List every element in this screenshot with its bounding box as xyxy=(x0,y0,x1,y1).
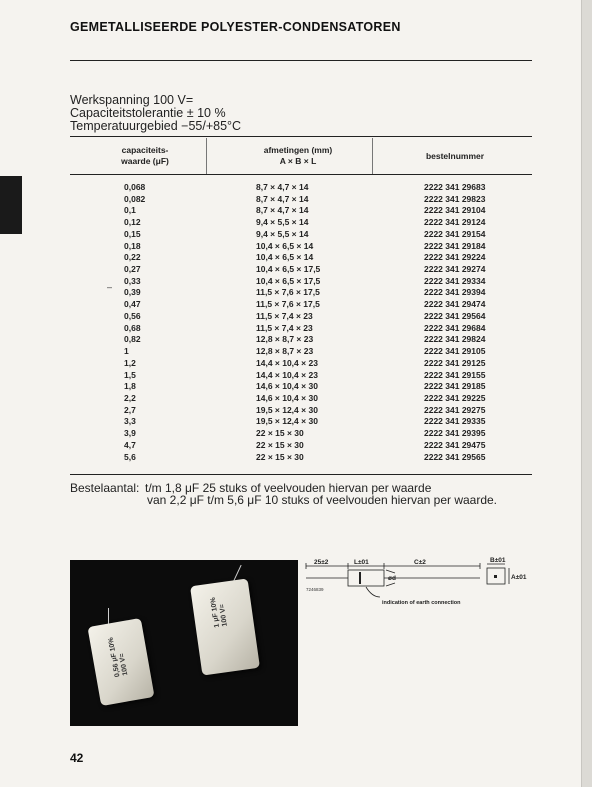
header-divider xyxy=(372,138,373,174)
table-cell-nr: 2222 341 29105 xyxy=(424,346,486,357)
table-cell-nr: 2222 341 29274 xyxy=(424,264,486,275)
table-cell-nr: 2222 341 29564 xyxy=(424,310,486,321)
table-cell-nr: 2222 341 29185 xyxy=(424,381,486,392)
table-cell-nr: 2222 341 29225 xyxy=(424,392,486,403)
table-cell-nr: 2222 341 29154 xyxy=(424,228,486,239)
table-cell-cap: 0,15 xyxy=(124,228,141,239)
table-cell-nr: 2222 341 29394 xyxy=(424,287,486,298)
table-cell-cap: 2,2 xyxy=(124,392,136,403)
order-label: Bestelaantal: xyxy=(70,481,140,495)
table-cell-dim: 19,5 × 12,4 × 30 xyxy=(256,416,318,427)
table-cell-cap: 0,082 xyxy=(124,193,146,204)
table-cell-dim: 8,7 × 4,7 × 14 xyxy=(256,205,309,216)
table-bottom-rule xyxy=(70,474,532,475)
table-cell-cap: 5,6 xyxy=(124,451,136,462)
table-cell-nr: 2222 341 29104 xyxy=(424,205,486,216)
capacitor-large: 1 μF 10% 100 V= xyxy=(190,578,260,675)
table-cell-dim: 9,4 × 5,5 × 14 xyxy=(256,217,309,228)
table-cell-nr: 2222 341 29823 xyxy=(424,193,486,204)
table-cell-nr: 2222 341 29824 xyxy=(424,334,486,345)
table-cell-dim: 14,4 × 10,4 × 23 xyxy=(256,369,318,380)
table-cell-cap: 1,5 xyxy=(124,369,136,380)
table-cell-cap: 0,1 xyxy=(124,205,136,216)
table-cell-cap: 0,18 xyxy=(124,240,141,251)
page-number: 42 xyxy=(70,751,84,765)
table-cell-dim: 9,4 × 5,5 × 14 xyxy=(256,228,309,239)
table-cell-nr: 2222 341 29184 xyxy=(424,240,486,251)
table-cell-dim: 10,4 × 6,5 × 14 xyxy=(256,240,314,251)
table-cell-nr: 2222 341 29124 xyxy=(424,217,486,228)
header-order-number: bestelnummer xyxy=(425,151,485,161)
dimension-drawing xyxy=(300,553,540,613)
table-cell-dim: 11,5 × 7,4 × 23 xyxy=(256,310,313,321)
dim-body-length: L±01 xyxy=(354,559,369,566)
table-cell-dim: 22 × 15 × 30 xyxy=(256,439,304,450)
dim-width: B±01 xyxy=(490,557,506,564)
dim-diameter: ød xyxy=(388,575,396,582)
spec-voltage: Werkspanning 100 V= xyxy=(70,93,194,107)
table-cell-nr: 2222 341 29335 xyxy=(424,416,486,427)
capacitor-small: 0,56 μF 10% 100 V= xyxy=(87,618,154,706)
table-cell-cap: 2,7 xyxy=(124,404,136,415)
table-cell-cap: 3,9 xyxy=(124,428,136,439)
table-cell-nr: 2222 341 29125 xyxy=(424,357,486,368)
table-cell-nr: 2222 341 29155 xyxy=(424,369,486,380)
table-cell-cap: 0,82 xyxy=(124,334,141,345)
table-cell-cap: 3,3 xyxy=(124,416,136,427)
page-title: GEMETALLISEERDE POLYESTER-CONDENSATOREN xyxy=(70,20,401,34)
dim-lead-right: C±2 xyxy=(414,559,426,566)
column-capacitance xyxy=(124,182,145,463)
earth-connection-note: indication of earth connection xyxy=(382,600,461,606)
table-cell-dim: 8,7 × 4,7 × 14 xyxy=(256,182,309,192)
table-cell-nr: 2222 341 29395 xyxy=(424,428,486,439)
table-header-rule xyxy=(70,174,532,175)
section-tab-marker xyxy=(0,176,22,234)
column-order-number xyxy=(424,182,485,463)
table-cell-dim: 19,5 × 12,4 × 30 xyxy=(256,404,318,415)
table-cell-dim: 14,6 × 10,4 × 30 xyxy=(256,381,318,392)
table-cell-cap: 0,12 xyxy=(124,217,141,228)
margin-mark: – xyxy=(107,282,113,292)
table-cell-cap: 0,068 xyxy=(124,182,146,192)
table-cell-cap: 0,47 xyxy=(124,299,141,310)
table-cell-cap: 1,8 xyxy=(124,381,136,392)
spec-temperature: Temperatuurgebied −55/+85°C xyxy=(70,119,242,133)
table-cell-nr: 2222 341 29683 xyxy=(424,182,486,192)
capacitor-photo xyxy=(70,560,298,726)
table-cell-nr: 2222 341 29275 xyxy=(424,404,486,415)
dim-lead-length: 25±2 xyxy=(314,559,329,566)
table-cell-dim: 11,5 × 7,6 × 17,5 xyxy=(256,287,320,298)
table-cell-cap: 1,2 xyxy=(124,357,136,368)
table-cell-nr: 2222 341 29475 xyxy=(424,439,486,450)
dim-height: A±01 xyxy=(511,574,527,581)
column-dimensions xyxy=(256,182,320,463)
title-rule xyxy=(70,60,532,61)
table-cell-dim: 10,4 × 6,5 × 17,5 xyxy=(256,275,321,286)
spec-tolerance: Capaciteitstolerantie ± 10 % xyxy=(70,106,226,120)
table-cell-dim: 14,4 × 10,4 × 23 xyxy=(256,357,318,368)
table-cell-cap: 0,56 xyxy=(124,310,141,321)
table-cell-nr: 2222 341 29565 xyxy=(424,451,486,462)
drawing-ref-code: 7246839 xyxy=(306,587,324,592)
header-capacitance: capaciteits- waarde (μF) xyxy=(121,145,169,166)
table-cell-cap: 0,39 xyxy=(124,287,141,298)
table-cell-dim: 11,5 × 7,6 × 17,5 xyxy=(256,299,320,310)
table-cell-dim: 12,8 × 8,7 × 23 xyxy=(256,346,314,357)
table-top-rule xyxy=(70,136,532,137)
table-cell-nr: 2222 341 29334 xyxy=(424,275,486,286)
table-cell-cap: 0,22 xyxy=(124,252,141,263)
spec-block xyxy=(70,94,241,133)
table-cell-dim: 22 × 15 × 30 xyxy=(256,428,304,439)
table-cell-cap: 0,33 xyxy=(124,275,141,286)
header-divider xyxy=(206,138,207,174)
table-cell-cap: 4,7 xyxy=(124,439,136,450)
table-cell-cap: 0,68 xyxy=(124,322,141,333)
table-cell-cap: 1 xyxy=(124,346,129,357)
table-cell-dim: 10,4 × 6,5 × 17,5 xyxy=(256,264,321,275)
table-cell-dim: 14,6 × 10,4 × 30 xyxy=(256,392,318,403)
table-cell-dim: 12,8 × 8,7 × 23 xyxy=(256,334,314,345)
table-cell-dim: 8,7 × 4,7 × 14 xyxy=(256,193,309,204)
table-cell-nr: 2222 341 29224 xyxy=(424,252,486,263)
order-line-1: t/m 1,8 μF 25 stuks of veelvouden hiervan per waarde xyxy=(145,481,432,495)
order-line-2: van 2,2 μF t/m 5,6 μF 10 stuks of veelvouden hiervan per waarde. xyxy=(147,493,498,507)
header-dimensions: afmetingen (mm) A × B × L xyxy=(263,145,333,166)
table-cell-nr: 2222 341 29474 xyxy=(424,299,486,310)
table-cell-dim: 10,4 × 6,5 × 14 xyxy=(256,252,314,263)
table-cell-dim: 22 × 15 × 30 xyxy=(256,451,304,462)
page-edge xyxy=(581,0,592,787)
table-cell-cap: 0,27 xyxy=(124,264,141,275)
table-cell-nr: 2222 341 29684 xyxy=(424,322,486,333)
table-cell-dim: 11,5 × 7,4 × 23 xyxy=(256,322,313,333)
